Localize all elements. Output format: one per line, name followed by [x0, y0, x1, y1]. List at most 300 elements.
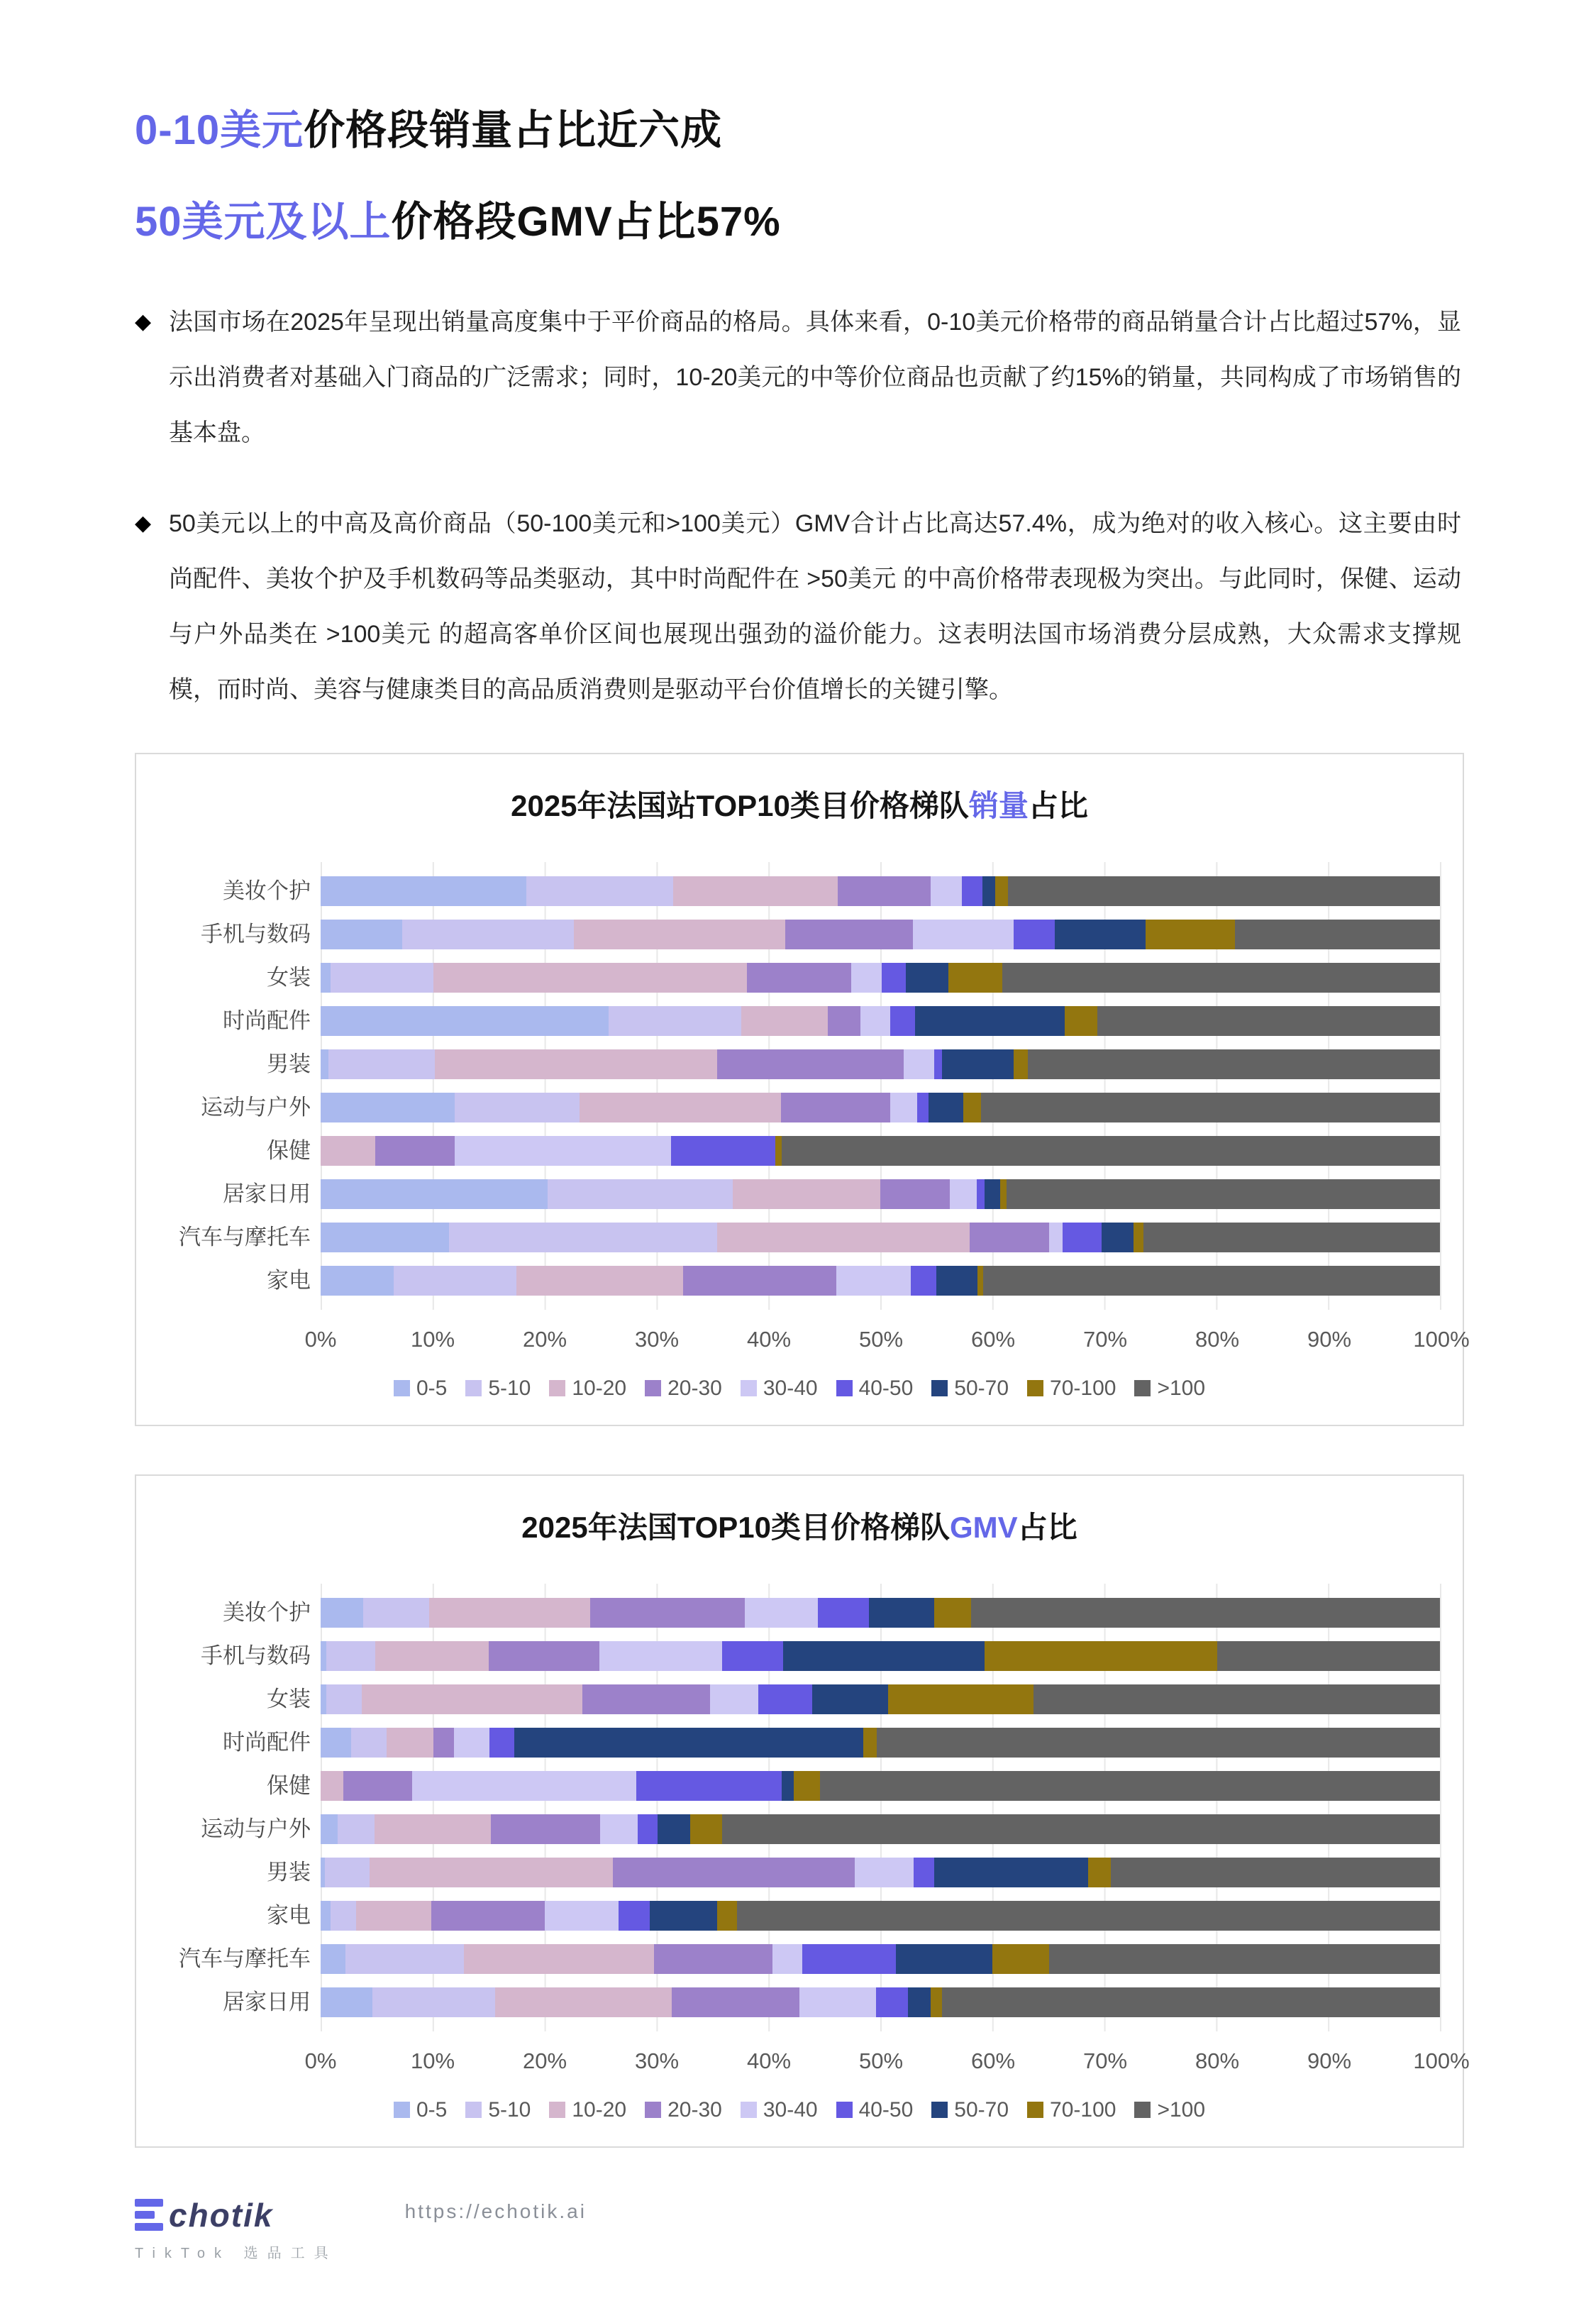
bar-segment-30-40 [599, 1641, 723, 1671]
bar-segment-10-20 [356, 1901, 431, 1931]
bar-segment-70-100 [995, 876, 1007, 906]
bar-segment-20-30 [343, 1771, 413, 1801]
footer-url: https://echotik.ai [404, 2200, 587, 2222]
category-label: 居家日用 [223, 1181, 311, 1206]
bullet-item [135, 294, 1461, 460]
bar-segment-50-70 [1102, 1223, 1133, 1252]
bar-segment-20-30 [683, 1266, 836, 1296]
legend-swatch-icon [1027, 1380, 1043, 1396]
legend-swatch-icon [465, 1380, 482, 1396]
bar-segment-0-5 [321, 1266, 394, 1296]
x-axis-tick: 80% [1195, 2048, 1240, 2073]
category-axis [157, 862, 321, 1310]
title-accent-1: 0-10美元 [135, 107, 304, 153]
bar-segment-10-20 [429, 1598, 590, 1628]
bar-segment-10-20 [464, 1944, 654, 1974]
bar-segment->100 [820, 1771, 1440, 1801]
bar-segment-10-20 [387, 1728, 433, 1758]
bar-segment-40-50 [934, 1049, 942, 1079]
stacked-bar-chart-sales [157, 862, 1470, 1401]
bar-segment->100 [1033, 1684, 1440, 1714]
legend-swatch-icon [645, 2102, 661, 2118]
bar-segment-30-40 [836, 1266, 910, 1296]
x-axis-tick: 30% [634, 2048, 680, 2073]
bar-segment-50-70 [906, 963, 948, 993]
bar-segment-5-10 [331, 1901, 356, 1931]
legend-label: 30-40 [763, 2097, 818, 2122]
bar-segment-30-40 [412, 1771, 636, 1801]
bar-segment-5-10 [326, 1684, 362, 1714]
bar-row [321, 1049, 1440, 1079]
legend-item [549, 1377, 626, 1401]
bar-segment-40-50 [619, 1901, 650, 1931]
x-axis-tick: 90% [1307, 2048, 1352, 2073]
legend-item [645, 2098, 722, 2122]
bar-segment-40-50 [722, 1641, 782, 1671]
bar-row [321, 1266, 1440, 1296]
page-title-line-1 [135, 106, 1461, 154]
x-axis-tick: 100% [1413, 1326, 1470, 1352]
category-label: 汽车与摩托车 [179, 1224, 311, 1249]
legend-swatch-icon [931, 1380, 948, 1396]
bar-row [321, 1179, 1440, 1209]
bar-segment-50-70 [650, 1901, 717, 1931]
chart-title-prefix: 2025年法国站TOP10类目价格梯队 [511, 788, 969, 822]
bar-segment-70-100 [1088, 1858, 1111, 1887]
bar-segment-30-40 [855, 1858, 914, 1887]
bar-segment->100 [1217, 1641, 1440, 1671]
bar-segment-5-10 [609, 1006, 742, 1036]
legend-label: 30-40 [763, 1376, 818, 1400]
bar-segment-10-20 [362, 1684, 582, 1714]
x-axis-tick: 10% [410, 1326, 455, 1352]
bar-segment-10-20 [580, 1093, 781, 1122]
bar-segment-70-100 [863, 1728, 877, 1758]
bar-row [321, 1944, 1440, 1974]
legend-swatch-icon [1134, 2102, 1151, 2118]
bar-segment-10-20 [516, 1266, 683, 1296]
bar-segment-10-20 [321, 1771, 343, 1801]
bar-segment-30-40 [950, 1179, 977, 1209]
category-axis [157, 1584, 321, 2031]
bar-segment-10-20 [741, 1006, 828, 1036]
bar-segment-5-10 [402, 920, 573, 949]
bar-segment->100 [782, 1136, 1440, 1166]
x-axis [304, 2039, 1470, 2080]
bar-segment-50-70 [658, 1814, 690, 1844]
bar-segment->100 [1008, 876, 1440, 906]
title-rest-1: 价格段销量占比近六成 [304, 107, 723, 153]
diamond-bullet-icon: ◆ [135, 511, 152, 535]
bar-segment-70-100 [1146, 920, 1235, 949]
chart-title-suffix: 占比 [1028, 788, 1088, 822]
bar-segment-40-50 [914, 1858, 933, 1887]
bar-segment-40-50 [638, 1814, 658, 1844]
chart-body [157, 862, 1441, 1310]
echotik-logo [135, 2196, 338, 2262]
x-axis [304, 1317, 1470, 1358]
bar-segment-70-100 [717, 1901, 737, 1931]
bar-row [321, 1093, 1440, 1122]
bar-segment-40-50 [882, 963, 907, 993]
bar-segment->100 [971, 1598, 1440, 1628]
legend [157, 1377, 1441, 1401]
bar-segment-50-70 [908, 1987, 931, 2017]
bar-segment-20-30 [672, 1987, 799, 2017]
legend-item [465, 1377, 531, 1401]
bar-row [321, 1136, 1440, 1166]
legend-label: 20-30 [667, 2097, 722, 2122]
legend-swatch-icon [741, 2102, 757, 2118]
bar-segment-10-20 [673, 876, 838, 906]
bar-segment-70-100 [1000, 1179, 1007, 1209]
bar-segment-0-5 [321, 876, 526, 906]
bar-segment->100 [1028, 1049, 1440, 1079]
x-axis-tick: 40% [746, 2048, 792, 2073]
diamond-bullet-icon: ◆ [135, 309, 152, 333]
bar-segment-0-5 [321, 1684, 326, 1714]
plot-area [321, 1584, 1441, 2031]
bar-segment-0-5 [321, 1987, 372, 2017]
legend-item [836, 1377, 914, 1401]
bar-row [321, 1641, 1440, 1671]
bar-segment-50-70 [985, 1179, 1000, 1209]
legend-swatch-icon [931, 2102, 948, 2118]
category-label: 运动与户外 [201, 1094, 311, 1120]
bar-segment-30-40 [890, 1093, 917, 1122]
legend-swatch-icon [465, 2102, 482, 2118]
bar-segment-40-50 [977, 1179, 985, 1209]
bar-segment-70-100 [775, 1136, 782, 1166]
bar-segment-70-100 [794, 1771, 819, 1801]
legend-label: 5-10 [488, 1376, 531, 1400]
x-axis-tick: 40% [746, 1326, 792, 1352]
x-axis-tick: 0% [304, 1326, 337, 1352]
bullet-text: 法国市场在2025年呈现出销量高度集中于平价商品的格局。具体来看，0-10美元价格带的商品销量合计占比超过57%，显示出消费者对基础入门商品的广泛需求；同时，10-20美元的中等价位商品也贡献了约15%的销量，共同构成了市场销售的基本盘。 [169, 308, 1461, 446]
legend-label: 20-30 [667, 1376, 722, 1400]
bar-segment-30-40 [772, 1944, 802, 1974]
bar-segment-20-30 [654, 1944, 772, 1974]
bar-segment-5-10 [325, 1858, 370, 1887]
bar-segment-20-30 [838, 876, 931, 906]
legend-label: 0-5 [416, 2097, 448, 2122]
bar-segment-30-40 [454, 1728, 489, 1758]
legend-label: 50-70 [954, 1376, 1009, 1400]
bar-segment->100 [1143, 1223, 1440, 1252]
bar-segment-30-40 [600, 1814, 637, 1844]
bar-segment->100 [877, 1728, 1440, 1758]
legend-label: 10-20 [572, 2097, 627, 2122]
footer [135, 2196, 1596, 2262]
chart-body [157, 1584, 1441, 2031]
bar-segment-10-20 [733, 1179, 880, 1209]
bar-segment-40-50 [636, 1771, 782, 1801]
bar-segment-70-100 [948, 963, 1002, 993]
bar-segment-40-50 [876, 1987, 909, 2017]
bar-segment-20-30 [613, 1858, 855, 1887]
bar-segment-20-30 [431, 1901, 544, 1931]
bar-segment-70-100 [985, 1641, 1217, 1671]
category-label: 手机与数码 [201, 921, 311, 947]
bar-segment-40-50 [818, 1598, 870, 1628]
bar-segment-30-40 [904, 1049, 934, 1079]
x-axis-tick: 90% [1307, 1326, 1352, 1352]
bar-segment-10-20 [495, 1987, 672, 2017]
bar-segment-20-30 [747, 963, 851, 993]
bar-segment-70-100 [992, 1944, 1049, 1974]
bar-segment-0-5 [321, 1093, 455, 1122]
bar-row [321, 1858, 1440, 1887]
x-axis-tick: 20% [522, 2048, 567, 2073]
x-axis-tick: 50% [858, 2048, 904, 2073]
summary-bullets [135, 294, 1461, 717]
category-label: 家电 [267, 1902, 311, 1928]
bar-segment-30-40 [1049, 1223, 1063, 1252]
legend-swatch-icon [1134, 1380, 1151, 1396]
bar-row [321, 1684, 1440, 1714]
bar-segment-0-5 [321, 1641, 326, 1671]
bar-segment-40-50 [671, 1136, 775, 1166]
bar-segment-30-40 [913, 920, 1014, 949]
bar-segment-10-20 [375, 1641, 488, 1671]
x-axis-tick: 0% [304, 2048, 337, 2073]
bar-segment-40-50 [758, 1684, 812, 1714]
x-axis-tick: 60% [970, 1326, 1016, 1352]
legend-label: 40-50 [858, 2097, 914, 2122]
bar-segment->100 [1097, 1006, 1440, 1036]
bar-segment->100 [1235, 920, 1440, 949]
chart-card-gmv-share [135, 1474, 1470, 2148]
stacked-bar-chart-gmv [157, 1584, 1470, 2122]
x-axis-tick: 60% [970, 2048, 1016, 2073]
bar-segment->100 [1111, 1858, 1440, 1887]
bar-segment-20-30 [590, 1598, 745, 1628]
bar-segment->100 [1049, 1944, 1440, 1974]
chart-card-sales-share [135, 753, 1470, 1426]
bar-segment-0-5 [321, 1598, 363, 1628]
bar-segment-20-30 [489, 1641, 599, 1671]
bar-segment-5-10 [526, 876, 673, 906]
bar-segment-10-20 [370, 1858, 612, 1887]
bar-segment-5-10 [351, 1728, 387, 1758]
x-axis-tick: 30% [634, 1326, 680, 1352]
chart-title [157, 783, 1441, 825]
legend-label: 40-50 [858, 1376, 914, 1400]
bar-segment-40-50 [1014, 920, 1055, 949]
legend-label: 5-10 [488, 2097, 531, 2122]
bar-segment-40-50 [489, 1728, 514, 1758]
bar-segment-50-70 [942, 1049, 1014, 1079]
bar-row [321, 876, 1440, 906]
bar-segment-30-40 [545, 1901, 619, 1931]
category-label: 时尚配件 [223, 1729, 311, 1755]
category-label: 男装 [267, 1859, 311, 1885]
bar-segment->100 [1007, 1179, 1440, 1209]
x-axis-tick: 100% [1413, 2048, 1470, 2073]
category-label: 美妆个护 [223, 1599, 311, 1625]
bar-row [321, 1987, 1440, 2017]
bar-segment-30-40 [710, 1684, 758, 1714]
bar-segment-30-40 [860, 1006, 891, 1036]
bar-segment-0-5 [321, 1223, 449, 1252]
bar-segment-40-50 [962, 876, 982, 906]
bar-segment-50-70 [869, 1598, 934, 1628]
echotik-e-bars-icon [135, 2199, 163, 2231]
bar-segment-50-70 [514, 1728, 863, 1758]
bar-segment-70-100 [934, 1598, 971, 1628]
bar-segment-5-10 [331, 963, 433, 993]
legend-swatch-icon [549, 2102, 565, 2118]
legend-item [1027, 2098, 1116, 2122]
chart-title-suffix: 占比 [1017, 1510, 1077, 1544]
bar-segment-50-70 [1055, 920, 1146, 949]
bar-segment-5-10 [345, 1944, 464, 1974]
bar-segment-40-50 [802, 1944, 897, 1974]
bar-segment-20-30 [582, 1684, 710, 1714]
echotik-tagline: TikTok 选品工具 [135, 2245, 338, 2261]
title-rest-2: 价格段GMV占比57% [391, 199, 781, 246]
bar-segment-40-50 [1063, 1223, 1102, 1252]
bar-segment-20-30 [781, 1093, 891, 1122]
bar-segment-70-100 [1014, 1049, 1029, 1079]
chart-title-prefix: 2025年法国TOP10类目价格梯队 [521, 1510, 951, 1544]
bar-segment-5-10 [338, 1814, 375, 1844]
page-title [135, 106, 1461, 246]
category-label: 保健 [267, 1137, 311, 1163]
legend-label: >100 [1157, 1376, 1206, 1400]
bar-segment-70-100 [977, 1266, 983, 1296]
bar-segment-70-100 [1065, 1006, 1097, 1036]
bar-segment-20-30 [717, 1049, 904, 1079]
legend-item [836, 2098, 914, 2122]
bar-row [321, 1223, 1440, 1252]
bar-segment-40-50 [911, 1266, 936, 1296]
bar-segment-70-100 [690, 1814, 723, 1844]
category-label: 美妆个护 [223, 878, 311, 903]
bar-row [321, 1598, 1440, 1628]
chart-title [157, 1504, 1441, 1547]
bar-segment-50-70 [896, 1944, 992, 1974]
bar-segment->100 [942, 1987, 1440, 2017]
bar-segment-30-40 [455, 1136, 671, 1166]
bar-segment-70-100 [1134, 1223, 1143, 1252]
category-label: 居家日用 [223, 1989, 311, 2014]
category-label: 保健 [267, 1772, 311, 1798]
legend-swatch-icon [394, 1380, 410, 1396]
bar-segment-10-20 [375, 1814, 491, 1844]
bar-segment-5-10 [372, 1987, 496, 2017]
bar-row [321, 1771, 1440, 1801]
x-axis-tick: 80% [1195, 1326, 1240, 1352]
x-axis-tick: 70% [1082, 1326, 1128, 1352]
bar-segment-20-30 [491, 1814, 601, 1844]
bar-row [321, 963, 1440, 993]
bar-segment-10-20 [574, 920, 785, 949]
legend-label: 10-20 [572, 1376, 627, 1400]
echotik-logo-row [135, 2196, 338, 2234]
x-axis-tick: 20% [522, 1326, 567, 1352]
bar-segment-5-10 [449, 1223, 716, 1252]
bar-row [321, 1814, 1440, 1844]
legend-item [931, 2098, 1009, 2122]
bar-segment-0-5 [321, 1049, 328, 1079]
category-label: 女装 [267, 964, 311, 990]
legend-swatch-icon [836, 1380, 853, 1396]
legend-item [1134, 1377, 1205, 1401]
bar-segment-0-5 [321, 963, 331, 993]
bar-segment-50-70 [783, 1641, 985, 1671]
category-label: 运动与户外 [201, 1816, 311, 1841]
legend-swatch-icon [645, 1380, 661, 1396]
legend-item [931, 1377, 1009, 1401]
legend-label: 50-70 [954, 2097, 1009, 2122]
legend-swatch-icon [549, 1380, 565, 1396]
bar-segment-5-10 [455, 1093, 579, 1122]
category-label: 男装 [267, 1051, 311, 1076]
legend-swatch-icon [394, 2102, 410, 2118]
bar-segment-0-5 [321, 1901, 331, 1931]
bar-segment-0-5 [321, 1728, 351, 1758]
legend-item [465, 2098, 531, 2122]
bar-segment-20-30 [433, 1728, 453, 1758]
legend-item [741, 1377, 818, 1401]
bar-segment-30-40 [931, 876, 962, 906]
page-title-line-2 [135, 198, 1461, 246]
bar-segment-0-5 [321, 1814, 338, 1844]
bar-segment-5-10 [394, 1266, 517, 1296]
category-label: 手机与数码 [201, 1643, 311, 1668]
bar-segment->100 [737, 1901, 1440, 1931]
bar-segment-50-70 [934, 1858, 1089, 1887]
legend-item [1134, 2098, 1205, 2122]
bar-segment-50-70 [812, 1684, 888, 1714]
bar-segment-50-70 [915, 1006, 1065, 1036]
bar-segment-20-30 [785, 920, 913, 949]
legend-swatch-icon [836, 2102, 853, 2118]
chart-title-accent: 销量 [968, 788, 1029, 822]
category-label: 女装 [267, 1686, 311, 1711]
x-axis-tick: 50% [858, 1326, 904, 1352]
bar-segment-5-10 [548, 1179, 732, 1209]
bar-segment-10-20 [321, 1136, 375, 1166]
chart-title-accent: GMV [950, 1510, 1018, 1544]
legend-swatch-icon [1027, 2102, 1043, 2118]
bar-segment-40-50 [890, 1006, 915, 1036]
bar-segment-0-5 [321, 1006, 609, 1036]
legend-item [394, 1377, 447, 1401]
category-label: 汽车与摩托车 [179, 1946, 311, 1971]
x-axis-tick: 70% [1082, 2048, 1128, 2073]
bar-row [321, 1901, 1440, 1931]
category-label: 时尚配件 [223, 1008, 311, 1033]
bar-segment-20-30 [880, 1179, 950, 1209]
bar-segment-30-40 [745, 1598, 818, 1628]
legend-label: 70-100 [1050, 1376, 1116, 1400]
echotik-logo-text: chotik [169, 2196, 274, 2234]
legend-label: 70-100 [1050, 2097, 1116, 2122]
bar-row [321, 1006, 1440, 1036]
legend-swatch-icon [741, 1380, 757, 1396]
bullet-text: 50美元以上的中高及高价商品（50-100美元和>100美元）GMV合计占比高达57.4%，成为绝对的收入核心。这主要由时尚配件、美妆个护及手机数码等品类驱动，其中时尚配件在 >50美元 的中高价格带表现极为突出。与此同时，保健、运动与户外品类在 >100美元 的超高客单价区间也展现出强劲的溢价能力。这表明法国市场消费分层成熟，大众需求支撑规模，而时尚、美容与健康类目的高品质消费则是驱动平台价值增长的关键引擎。 [169, 509, 1461, 703]
bar-segment-50-70 [982, 876, 996, 906]
bullet-item [135, 496, 1461, 717]
legend-label: >100 [1157, 2097, 1206, 2122]
legend-item [1027, 1377, 1116, 1401]
bar-segment-10-20 [717, 1223, 970, 1252]
bar-segment-50-70 [936, 1266, 977, 1296]
bar-segment-5-10 [326, 1641, 375, 1671]
bar-segment-20-30 [970, 1223, 1049, 1252]
